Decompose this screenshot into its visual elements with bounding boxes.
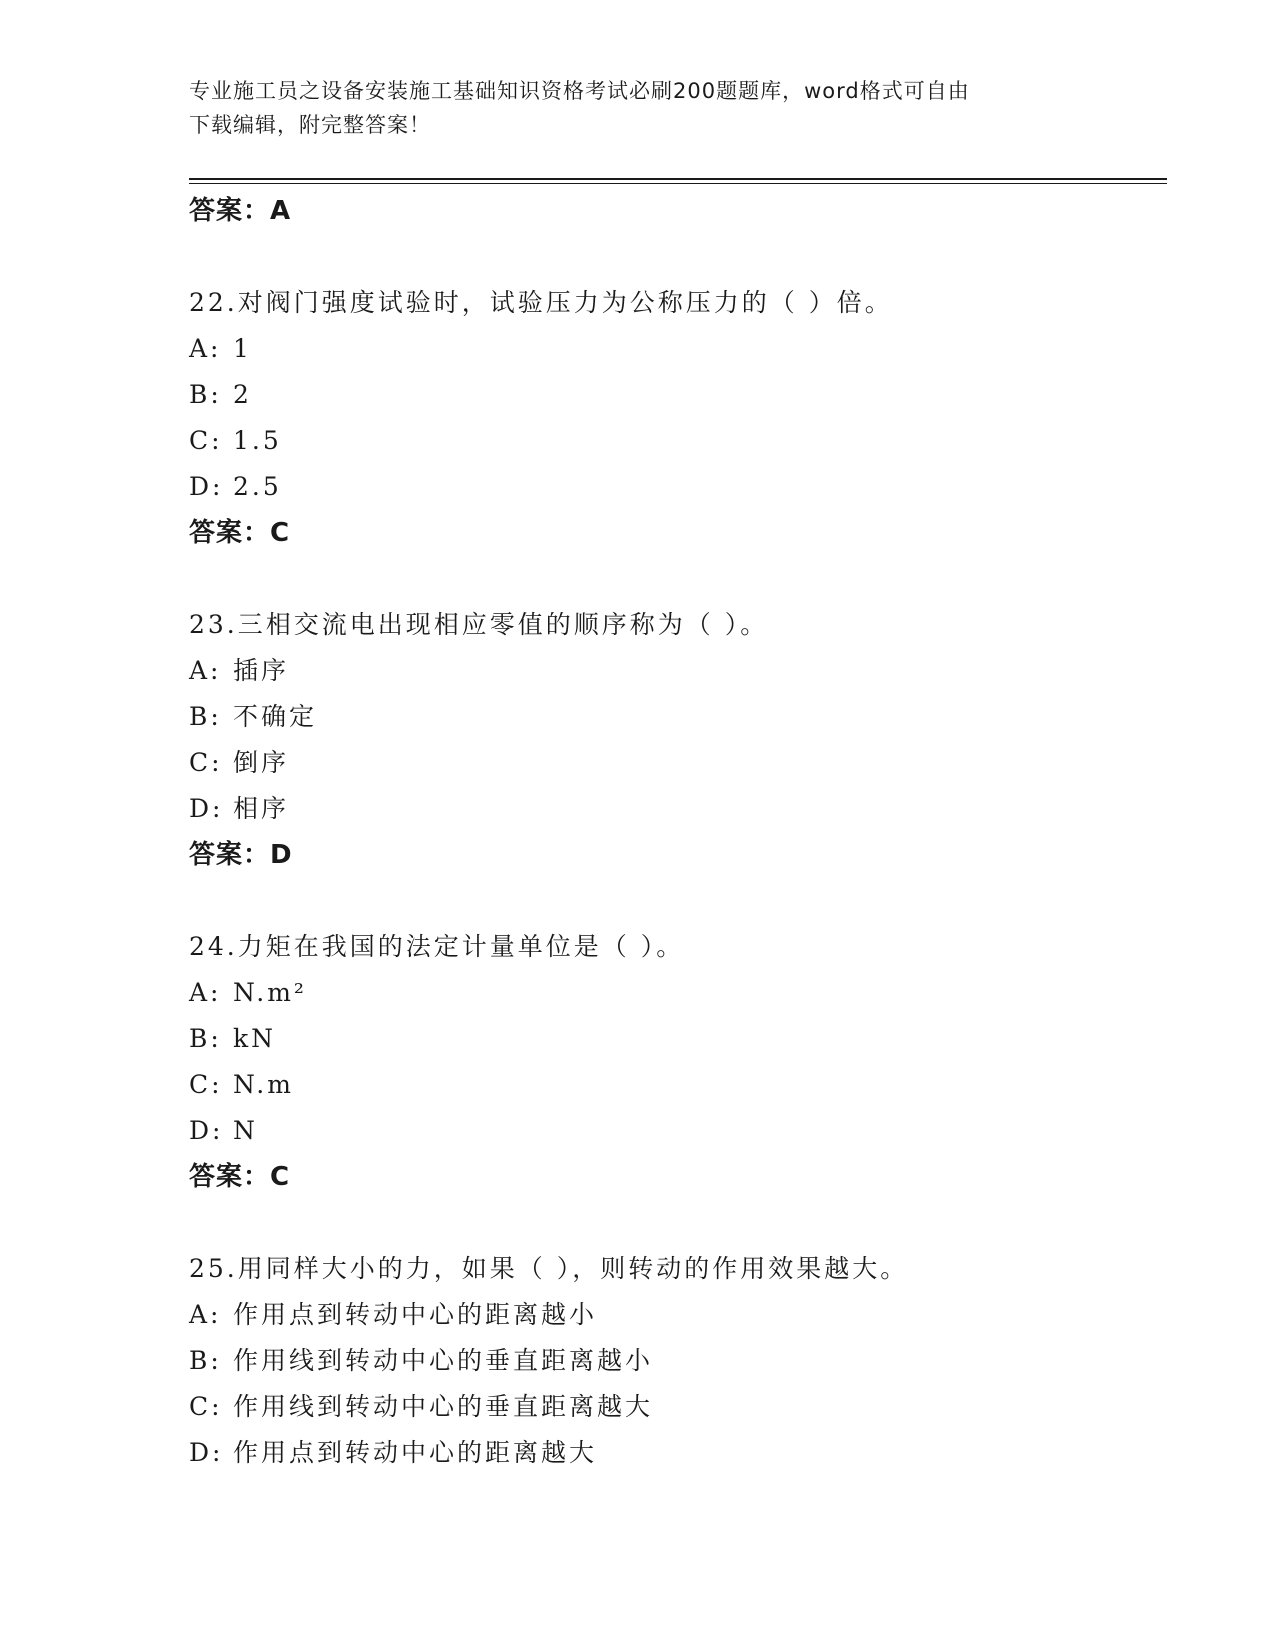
option-24-d [189, 1108, 1167, 1154]
document-body [189, 188, 1167, 1476]
option-key: D: [189, 1438, 224, 1467]
question-stem-23: 23.三相交流电出现相应零值的顺序称为（ ）。 [189, 610, 769, 639]
question-stem-25: 25.用同样大小的力，如果（ ），则转动的作用效果越大。 [189, 1254, 909, 1283]
question-block-23 [189, 602, 1167, 878]
option-23-a [189, 648, 1167, 694]
question-stem-24: 24.力矩在我国的法定计量单位是（ ）。 [189, 932, 685, 961]
option-text: 倒序 [233, 748, 290, 777]
option-key: C: [189, 748, 223, 777]
header-divider-thin [189, 183, 1167, 184]
option-key: C: [189, 1070, 223, 1099]
option-24-a [189, 970, 1167, 1016]
option-key: A: [189, 334, 222, 363]
question-block-22 [189, 280, 1167, 556]
option-text: 不确定 [233, 702, 318, 731]
question-stem-22: 22.对阀门强度试验时，试验压力为公称压力的（ ）倍。 [189, 288, 893, 317]
option-text: 作用线到转动中心的垂直距离越小 [233, 1346, 654, 1375]
answer-21: 答案：A [189, 196, 292, 226]
option-key: A: [189, 1300, 222, 1329]
option-text: N.m [233, 1070, 294, 1099]
option-25-a [189, 1292, 1167, 1338]
option-24-c [189, 1062, 1167, 1108]
option-key: B: [189, 702, 222, 731]
option-22-a [189, 326, 1167, 372]
option-key: B: [189, 1024, 222, 1053]
option-text: 作用点到转动中心的距离越大 [233, 1438, 598, 1467]
option-text: 作用点到转动中心的距离越小 [233, 1300, 598, 1329]
option-text: 1.5 [233, 426, 282, 455]
document-header [189, 74, 1089, 142]
option-key: A: [189, 656, 222, 685]
option-22-c [189, 418, 1167, 464]
option-text: 1 [233, 334, 252, 363]
option-25-c [189, 1384, 1167, 1430]
option-key: C: [189, 426, 223, 455]
option-25-b [189, 1338, 1167, 1384]
header-divider-thick [189, 178, 1167, 180]
option-23-b [189, 694, 1167, 740]
option-22-b [189, 372, 1167, 418]
option-text: 2 [233, 380, 252, 409]
option-key: C: [189, 1392, 223, 1421]
option-key: D: [189, 1116, 224, 1145]
option-text: 2.5 [233, 472, 282, 501]
answer-24: 答案：C [189, 1162, 291, 1192]
option-text: kN [233, 1024, 277, 1053]
option-23-d [189, 786, 1167, 832]
option-text: 作用线到转动中心的垂直距离越大 [233, 1392, 654, 1421]
option-text: 插序 [233, 656, 290, 685]
option-text: 相序 [233, 794, 290, 823]
option-text: N.m² [233, 978, 307, 1007]
question-block-25 [189, 1246, 1167, 1476]
option-22-d [189, 464, 1167, 510]
option-key: B: [189, 1346, 222, 1375]
header-line-2: 下载编辑，附完整答案！ [189, 113, 431, 137]
option-25-d [189, 1430, 1167, 1476]
option-text: N [233, 1116, 258, 1145]
option-24-b [189, 1016, 1167, 1062]
answer-23: 答案：D [189, 840, 293, 870]
option-key: D: [189, 472, 224, 501]
header-line-1: 专业施工员之设备安装施工基础知识资格考试必刷200题题库，word格式可自由 [189, 79, 970, 103]
option-key: D: [189, 794, 224, 823]
option-23-c [189, 740, 1167, 786]
option-key: B: [189, 380, 222, 409]
question-block-24 [189, 924, 1167, 1200]
answer-22: 答案：C [189, 518, 291, 548]
option-key: A: [189, 978, 222, 1007]
